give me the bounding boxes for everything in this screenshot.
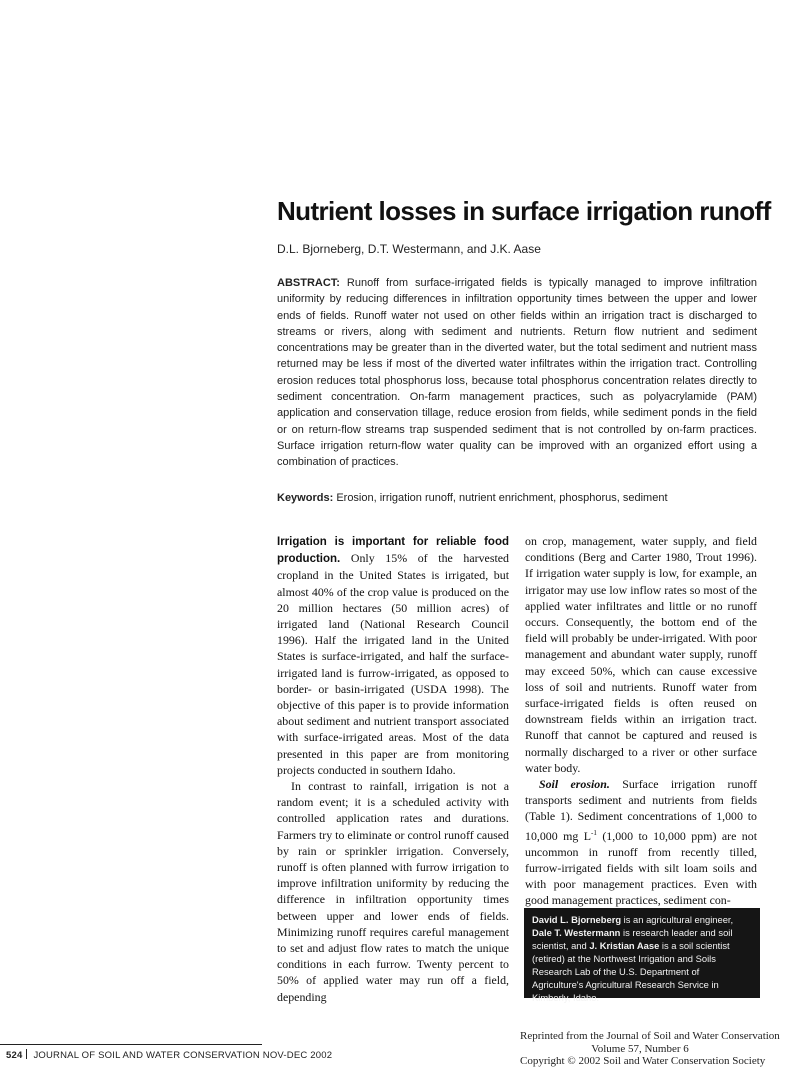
lead-in-sentence: Irrigation is important for reliable food production. [277, 536, 509, 566]
bio-text: is a soil scientist (retired) at the Northwest Irrigation and Soils Research Lab of the U.S. Department of Agriculture's Agricultural Research Service in Kimberly, Idaho. [532, 940, 730, 1003]
paragraph-text: Only 15% of the harvested cropland in the United States is irrigated, but almost 40% of the crop value is produced on the 20 million hectares (50 million acres) of irrigated land (National Research Council 1996). Half the irrigated land in the United States is surface-irrigated, and half the surface-irrigated land is furrow-irrigated, as opposed to border- or basin-irrigated (USDA 1998). The objective of this paper is to provide information about sediment and nutrient transport associated with surface-irrigated areas. Most of the data presented in this paper are from monitoring projects conducted in southern Idaho. [277, 551, 509, 777]
keywords [277, 492, 757, 504]
paragraph [277, 533, 509, 778]
reprint-notice [520, 1030, 780, 1068]
paragraph-text: Surface irrigation runoff transports sediment and nutrients from fields (Table 1). Sediment concentrations of 1,000 to 10,000 mg L [525, 777, 757, 843]
author-list: D.L. Bjorneberg, D.T. Westermann, and J.K. Aase [277, 242, 541, 256]
abstract [277, 275, 757, 471]
keywords-label: Keywords: [277, 492, 334, 504]
section-runin-heading: Soil erosion. [539, 777, 610, 792]
bio-text: is an agricultural engineer, [621, 914, 734, 925]
page-number: 524 [6, 1050, 23, 1061]
body-column-left [277, 533, 509, 1005]
footer-rule [0, 1044, 262, 1045]
copyright-line: Copyright © 2002 Soil and Water Conservation Society [520, 1055, 766, 1067]
bio-name: David L. Bjorneberg [532, 914, 622, 925]
paragraph: In contrast to rainfall, irrigation is not a random event; it is a scheduled activity with controlled application rates and durations. Farmers try to eliminate or control runoff caused by rain or sprinkler irrigation. Conversely, runoff is often planned with furrow irrigation to improve infiltration uniformity by reducing the difference in infiltration opportunity times between upper and lower ends of fields. Minimizing runoff requires careful management to set and adjust flow rates to match the unique conditions in each furrow. Twenty percent to 50% of applied water may run off a field, depending [277, 779, 509, 1004]
paragraph [525, 776, 757, 909]
bio-text: is research leader and soil scientist, and [532, 927, 733, 951]
bio-name: J. Kristian Aase [589, 940, 660, 951]
keywords-text: Erosion, irrigation runoff, nutrient enrichment, phosphorus, sediment [336, 492, 668, 504]
abstract-label: ABSTRACT: [277, 277, 340, 289]
paragraph: on crop, management, water supply, and field conditions (Berg and Carter 1980, Trout 1996). If irrigation water supply is low, for example, an irrigator may use low inflow rates so most of the applied water infiltrates and little or no runoff occurs. Consequently, the bottom end of the field will probably be under-irrigated. With poor management and abundant water supply, runoff may exceed 50%, which can cause excessive loss of soil and nutrients. Runoff water from surface-irrigated fields is often reused on downstream fields within an irrigation tract. Runoff that cannot be captured and reused is normally discharged to a river or other surface water body. [525, 534, 757, 775]
footer-divider [26, 1049, 27, 1059]
page-footer [6, 1049, 332, 1061]
paragraph-text: (1,000 to 10,000 ppm) are not uncommon in runoff from recently tilled, furrow-irrigated fields with silt loam soils and with poor management practices. Even with good management practices, sediment con- [525, 828, 757, 908]
body-column-right [525, 533, 757, 909]
running-head: JOURNAL OF SOIL AND WATER CONSERVATION NOV-DEC 2002 [33, 1050, 333, 1061]
abstract-text: Runoff from surface-irrigated fields is typically managed to improve infiltration uniformity by reducing differences in infiltration opportunity times between the upper and lower ends of fields. Runoff water not used on other fields within an irrigation tract is discharged to streams or rivers, along with sediment and nutrients. Return flow nutrient and sediment concentrations may be greater than in the diverted water, but the total sediment and nutrient mass returned may be less if most of the diverted water infiltrates within the irrigation tract. Controlling erosion reduces total phosphorus loss, because total phosphorus concentration relates directly to sediment concentration. On-farm management practices, such as polyacrylamide (PAM) application and conservation tillage, reduce erosion from fields, while sediment ponds in the field or on return-flow streams trap suspended sediment that is not controlled by on-farm practices. Surface irrigation return-flow water quality can be improved with an organized effort using a combination of practices. [277, 277, 757, 469]
superscript: -1 [591, 828, 597, 837]
reprint-line: Volume 57, Number 6 [591, 1042, 689, 1055]
bio-name: Dale T. Westermann [532, 927, 621, 938]
article-title: Nutrient losses in surface irrigation runoff [277, 196, 771, 226]
reprint-line: Reprinted from the Journal of Soil and Water Conservation [520, 1030, 780, 1042]
author-bio-box [524, 908, 760, 1003]
